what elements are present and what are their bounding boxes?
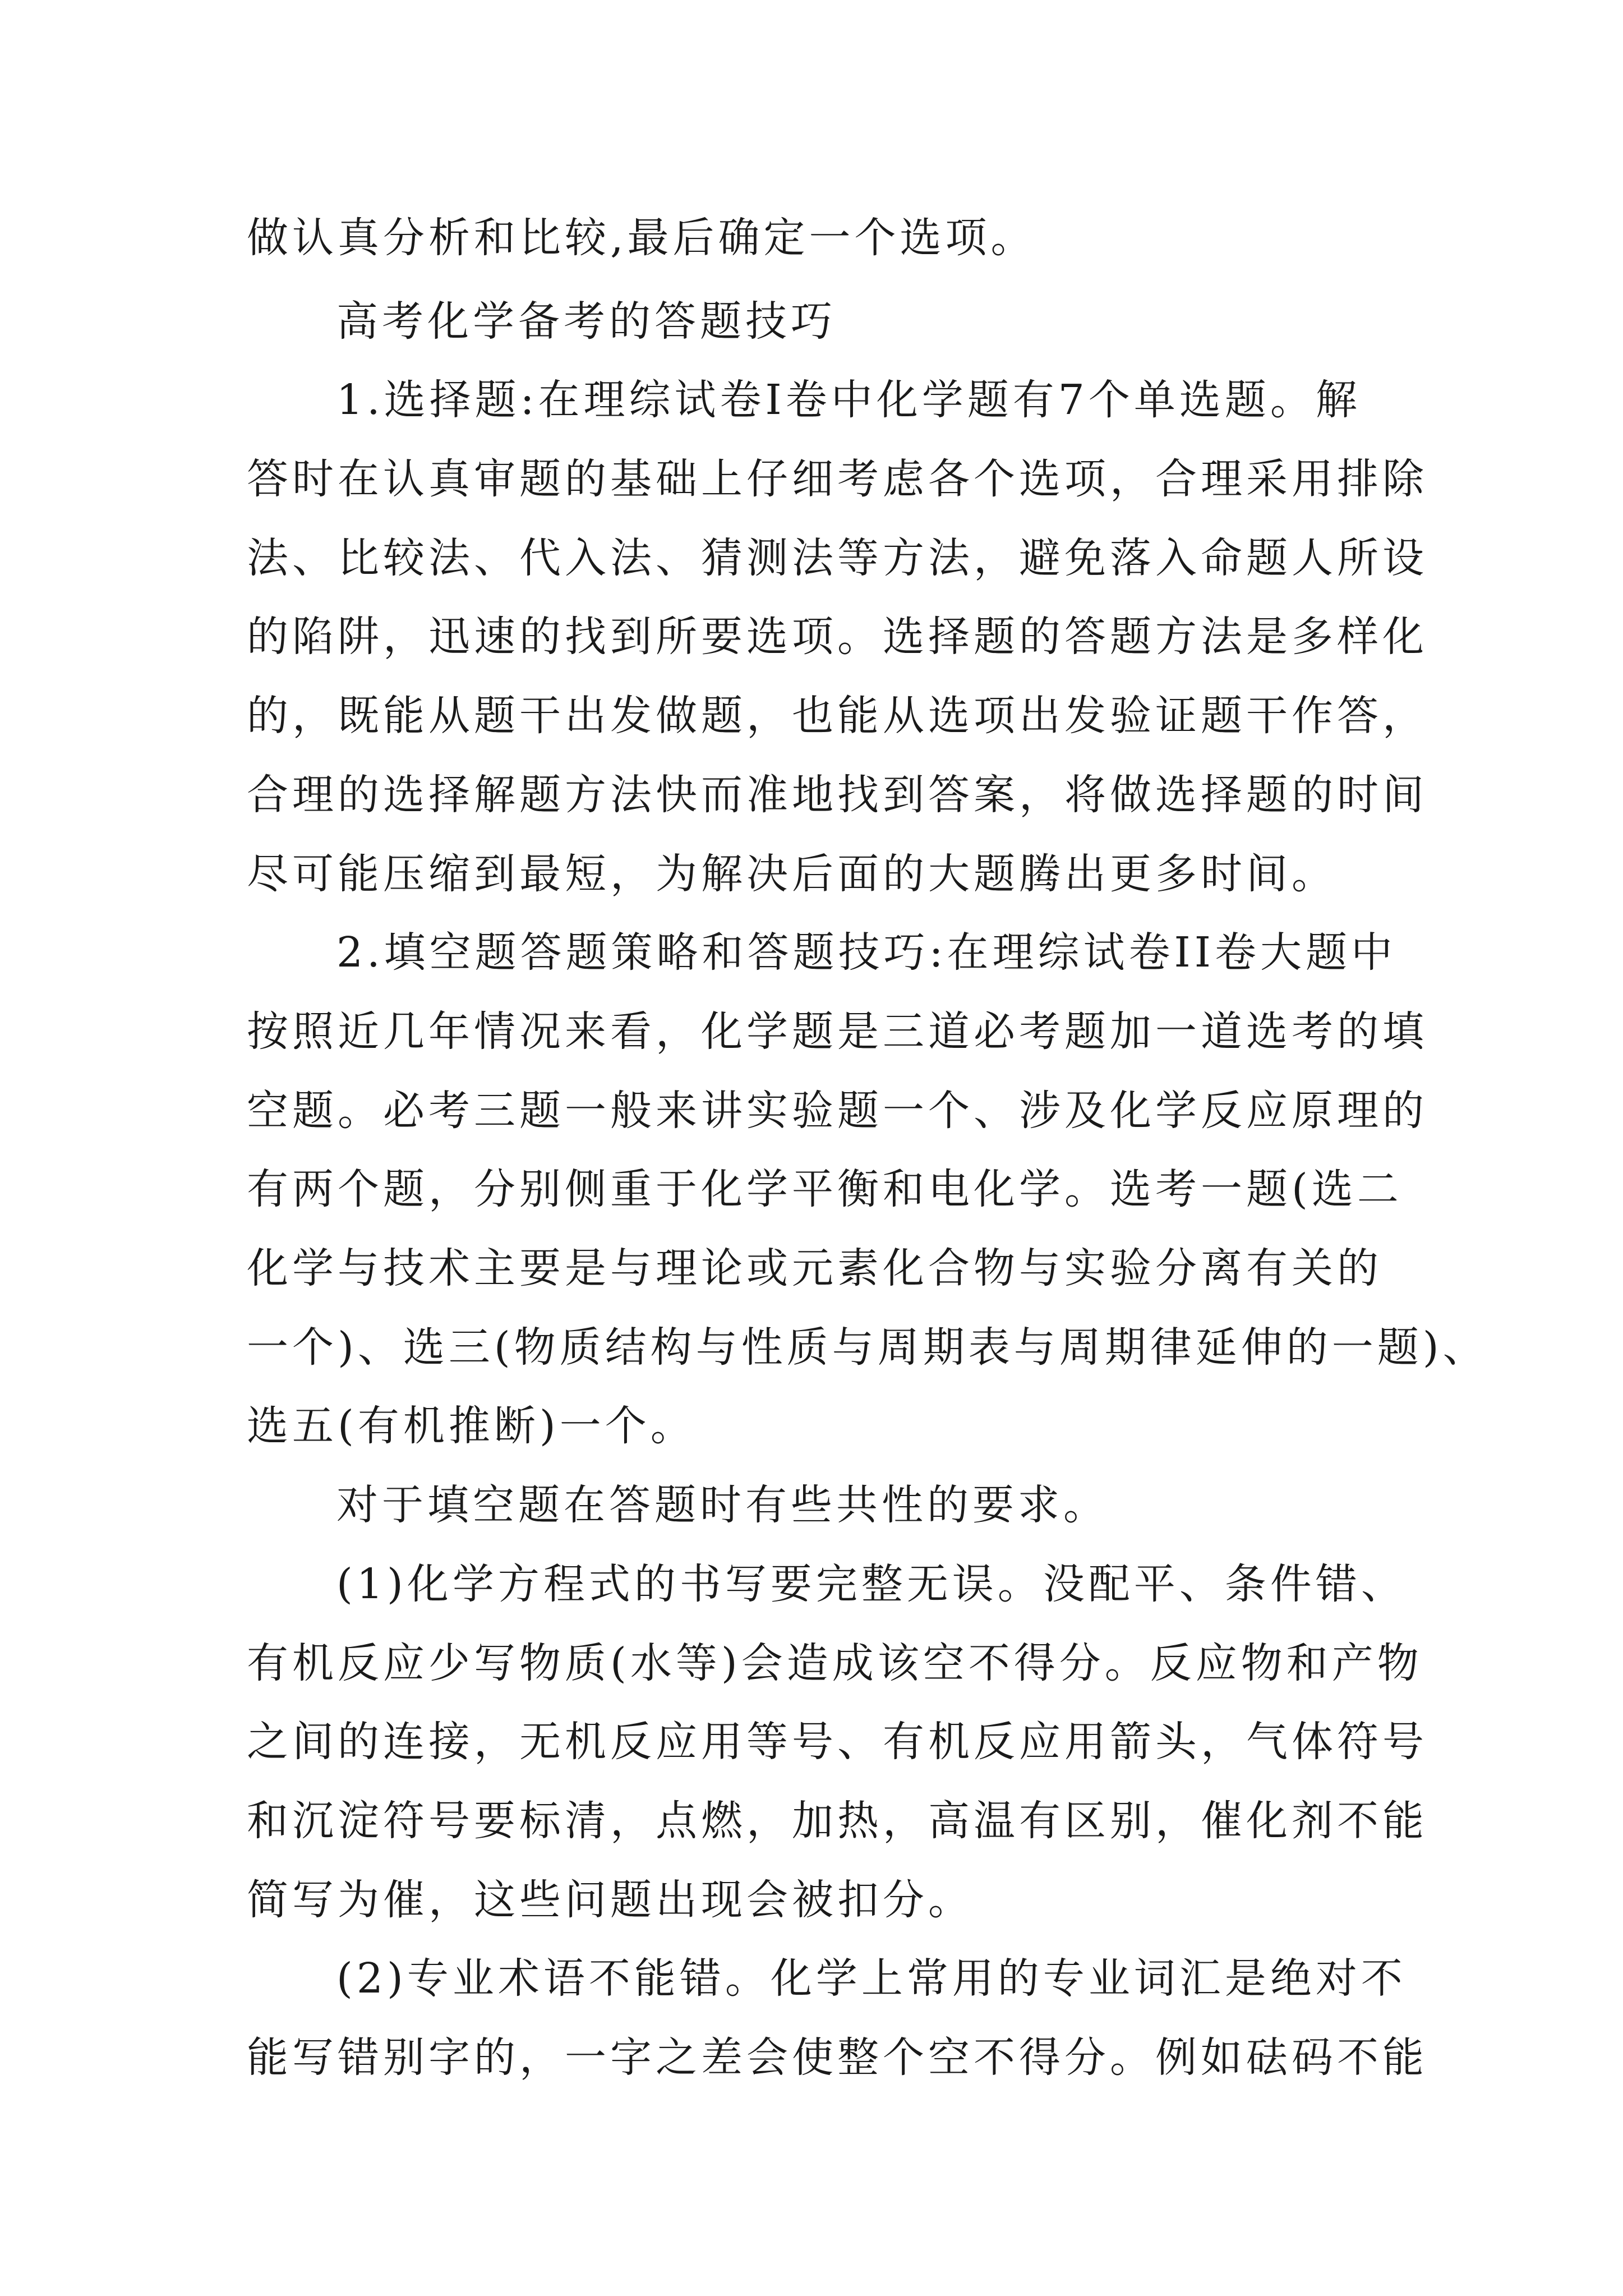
- text-line: (1)化学方程式的书写要完整无误。没配平、条件错、: [336, 1560, 1407, 1608]
- text-line: 合理的选择解题方法快而准地找到答案，将做选择题的时间: [247, 771, 1428, 819]
- text-line: 做认真分析和比较,最后确定一个选项。: [247, 214, 1036, 262]
- text-line: 2.填空题答题策略和答题技巧:在理综试卷II卷大题中: [336, 928, 1396, 977]
- text-line: 1.选择题:在理综试卷Ⅰ卷中化学题有7个单选题。解: [336, 376, 1361, 424]
- text-line: 化学与技术主要是与理论或元素化合物与实验分离有关的: [247, 1244, 1382, 1292]
- text-line: 选五(有机推断)一个。: [247, 1402, 696, 1450]
- text-line: (2)专业术语不能错。化学上常用的专业词汇是绝对不: [336, 1954, 1407, 2003]
- text-line: 尽可能压缩到最短，为解决后面的大题腾出更多时间。: [247, 850, 1337, 898]
- text-line: 答时在认真审题的基础上仔细考虑各个选项，合理采用排除: [247, 455, 1428, 503]
- text-line: 的陷阱，迅速的找到所要选项。选择题的答题方法是多样化: [247, 613, 1428, 661]
- text-line: 按照近几年情况来看，化学题是三道必考题加一道选考的填: [247, 1007, 1428, 1056]
- text-line: 简写为催，这些问题出现会被扣分。: [247, 1876, 974, 1924]
- section-heading: 高考化学备考的答题技巧: [336, 297, 836, 346]
- text-line: 之间的连接，无机反应用等号、有机反应用箭头，气体符号: [247, 1718, 1428, 1766]
- text-line: 对于填空题在答题时有些共性的要求。: [336, 1481, 1109, 1529]
- text-line: 能写错别字的，一字之差会使整个空不得分。例如砝码不能: [247, 2033, 1428, 2082]
- text-line: 一个)、选三(物质结构与性质与周期表与周期律延伸的一题)、: [247, 1323, 1488, 1372]
- text-line: 和沉淀符号要标清，点燃，加热，高温有区别，催化剂不能: [247, 1797, 1428, 1845]
- text-line: 的，既能从题干出发做题，也能从选项出发验证题干作答，: [247, 692, 1428, 740]
- text-line: 有两个题，分别侧重于化学平衡和电化学。选考一题(选二: [247, 1165, 1403, 1213]
- text-line: 空题。必考三题一般来讲实验题一个、涉及化学反应原理的: [247, 1087, 1428, 1135]
- text-line: 有机反应少写物质(水等)会造成该空不得分。反应物和产物: [247, 1639, 1423, 1687]
- text-line: 法、比较法、代入法、猜测法等方法，避免落入命题人所设: [247, 534, 1428, 582]
